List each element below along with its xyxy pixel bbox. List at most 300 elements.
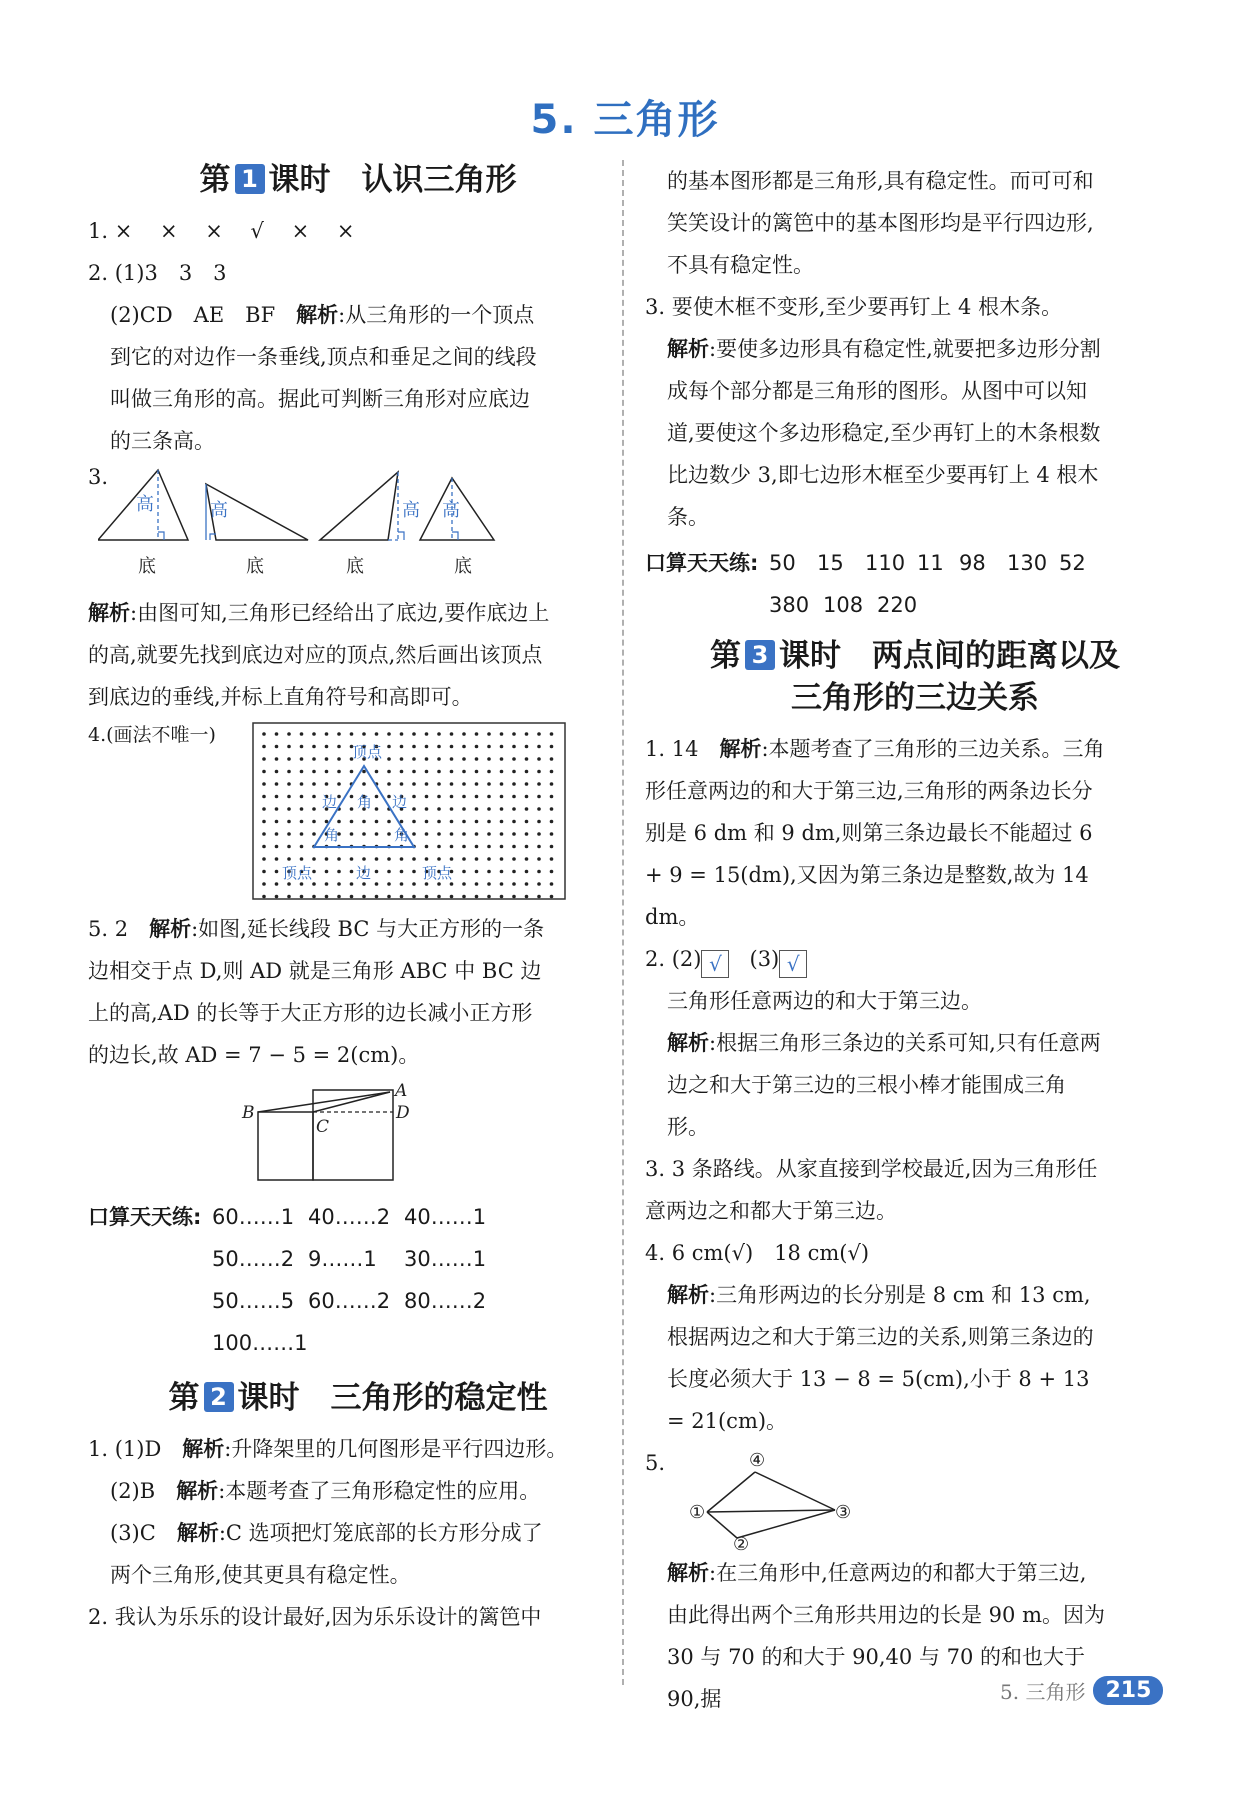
analysis-label: 解析 — [667, 1282, 709, 1307]
l1-q1: 1. × × × √ × × — [88, 218, 355, 243]
lesson-3-title — [645, 636, 1185, 678]
grid-dot — [325, 895, 329, 899]
grid-dot — [387, 795, 391, 799]
triangles-figure — [98, 462, 538, 592]
grid-dot — [475, 870, 479, 874]
grid-dot — [287, 832, 291, 836]
analysis-label: 解析 — [149, 916, 192, 941]
grid-dot — [525, 732, 529, 736]
grid-dot — [337, 757, 341, 761]
grid-dot — [437, 732, 441, 736]
grid-dot — [462, 782, 466, 786]
l2-q1b-text: :本题考查了三角形稳定性的应用。 — [218, 1478, 541, 1503]
grid-dot — [500, 870, 504, 874]
grid-dot — [337, 795, 341, 799]
l3-q2-explanation — [645, 1022, 1107, 1148]
grid-dot — [487, 770, 491, 774]
grid-dot — [325, 757, 329, 761]
node-4-label: ④ — [749, 1449, 766, 1471]
grid-dot — [350, 870, 354, 874]
grid-dot — [500, 807, 504, 811]
grid-dot — [337, 732, 341, 736]
grid-dot — [362, 895, 366, 899]
dot-grid-figure — [252, 722, 566, 902]
lesson-3-number: 3 — [745, 640, 775, 670]
grid-dot — [475, 820, 479, 824]
grid-dot — [425, 857, 429, 861]
grid-dot — [300, 795, 304, 799]
grid-dot — [462, 795, 466, 799]
base-label: 底 — [454, 555, 472, 577]
quadrilateral-figure — [675, 1442, 875, 1552]
grid-dot — [487, 807, 491, 811]
grid-dot — [550, 832, 554, 836]
point-a-label: A — [395, 1081, 408, 1101]
grid-dot — [275, 795, 279, 799]
grid-dot — [537, 795, 541, 799]
triangle-3 — [320, 472, 398, 540]
grid-dot — [475, 882, 479, 886]
grid-dot — [262, 795, 266, 799]
grid-dot — [425, 732, 429, 736]
grid-dot — [287, 757, 291, 761]
grid-dot — [387, 757, 391, 761]
l1-q5 — [88, 908, 550, 1076]
l2-q1c-answer: (3)C — [110, 1520, 177, 1545]
grid-dot — [425, 832, 429, 836]
grid-dot — [450, 795, 454, 799]
grid-dot — [262, 732, 266, 736]
grid-dot — [287, 857, 291, 861]
grid-dot — [525, 895, 529, 899]
grid-dot — [525, 845, 529, 849]
grid-dot — [312, 807, 316, 811]
l1-q3-text: :由图可知,三角形已经给出了底边,要作底边上的高,就要先找到底边对应的顶点,然后画出该顶点到底边的垂线,并标上直角符号和高即可。 — [88, 600, 550, 709]
grid-dot — [525, 857, 529, 861]
grid-dot — [450, 770, 454, 774]
grid-dot — [362, 770, 366, 774]
grid-dot — [537, 832, 541, 836]
grid-dot — [550, 807, 554, 811]
grid-dot — [362, 782, 366, 786]
grid-dot — [512, 745, 516, 749]
l1-drill-row-1 — [88, 1196, 628, 1238]
grid-dot — [287, 845, 291, 849]
grid-dot — [512, 820, 516, 824]
l3-q2-line: 三角形任意两边的和大于第三边。 — [667, 988, 982, 1013]
grid-dot — [287, 882, 291, 886]
l1-q5-text: :如图,延长线段 BC 与大正方形的一条边相交于点 D,则 AD 就是三角形 ABC 中 BC 边上的高,AD 的长等于大正方形的边长减小正方形的边长,故 AD = 7 − 5 = 2(cm)。 — [88, 916, 545, 1067]
grid-dot — [312, 795, 316, 799]
grid-dot — [325, 782, 329, 786]
l2-q2-start: 2. 我认为乐乐的设计最好,因为乐乐设计的篱笆中 — [88, 1604, 542, 1629]
grid-dot — [425, 757, 429, 761]
grid-dot — [337, 895, 341, 899]
grid-dot — [450, 732, 454, 736]
grid-dot — [412, 757, 416, 761]
grid-dot — [550, 757, 554, 761]
lesson-3-title-line2: 三角形的三边关系 — [791, 679, 1039, 716]
edge-label: 边 — [322, 792, 338, 811]
drill-item: 130 — [1007, 551, 1048, 575]
grid-dot — [262, 895, 266, 899]
grid-dot — [312, 895, 316, 899]
grid-dot — [487, 820, 491, 824]
grid-dot — [375, 770, 379, 774]
l1-q3-explanation — [88, 592, 550, 718]
grid-dot — [262, 807, 266, 811]
grid-dot — [512, 770, 516, 774]
grid-dot — [412, 882, 416, 886]
grid-dot — [500, 820, 504, 824]
grid-dot — [537, 782, 541, 786]
grid-dot — [350, 795, 354, 799]
grid-dot — [425, 770, 429, 774]
l2-q3-explanation — [645, 328, 1107, 538]
grid-dot — [262, 782, 266, 786]
grid-dot — [537, 770, 541, 774]
analysis-label: 解析 — [296, 302, 339, 327]
grid-dot — [375, 820, 379, 824]
grid-dot — [400, 770, 404, 774]
l3-q4-explanation — [645, 1274, 1107, 1442]
grid-dot — [312, 757, 316, 761]
grid-dot — [262, 845, 266, 849]
analysis-label: 解析 — [667, 1560, 709, 1585]
grid-dot — [537, 757, 541, 761]
grid-dot — [487, 882, 491, 886]
grid-dot — [375, 732, 379, 736]
grid-dot — [362, 832, 366, 836]
grid-dot — [300, 782, 304, 786]
grid-dot — [500, 782, 504, 786]
lesson-2-pre: 第 — [168, 1379, 200, 1416]
drill-item: 15 — [817, 551, 844, 575]
l1-q2b-text: :从三角形的一个顶点到它的对边作一条垂线,顶点和垂足之间的线段叫做三角形的高。据此可判断三角形对应底边的三条高。 — [110, 302, 537, 453]
grid-dot — [450, 807, 454, 811]
grid-dot — [462, 882, 466, 886]
grid-dot — [450, 882, 454, 886]
footer-section: 5. 三角形 — [1000, 1680, 1086, 1704]
l2-q1a-text: :升降架里的几何图形是平行四边形。 — [224, 1436, 568, 1461]
l3-q2-text: :根据三角形三条边的关系可知,只有任意两边之和大于第三边的三根小棒才能围成三角形。 — [667, 1030, 1101, 1139]
grid-dot — [537, 857, 541, 861]
grid-dot — [400, 820, 404, 824]
l1-drill — [88, 1196, 628, 1364]
grid-dot — [400, 745, 404, 749]
l2-q3: 3. 要使木框不变形,至少要再钉上 4 根木条。 — [645, 295, 1063, 319]
l2-q1c — [88, 1512, 550, 1596]
drill-item: 98 — [959, 551, 986, 575]
grid-dot — [425, 845, 429, 849]
grid-dot — [325, 770, 329, 774]
grid-dot — [525, 782, 529, 786]
grid-dot — [500, 832, 504, 836]
grid-dot — [275, 820, 279, 824]
angle-label: 角 — [357, 792, 373, 811]
grid-dot — [300, 770, 304, 774]
drill-item: 108 — [823, 593, 864, 617]
grid-dot — [387, 820, 391, 824]
l3-q2 — [645, 938, 1185, 980]
grid-dot — [375, 882, 379, 886]
analysis-label: 解析 — [176, 1478, 219, 1503]
grid-dot — [462, 870, 466, 874]
base-label: 底 — [138, 555, 156, 577]
grid-dot — [462, 807, 466, 811]
grid-dot — [275, 845, 279, 849]
drill-item: 50……5 — [212, 1288, 295, 1313]
grid-dot — [362, 857, 366, 861]
l2-drill — [645, 542, 1185, 626]
grid-dot — [537, 807, 541, 811]
grid-dot — [362, 882, 366, 886]
grid-dot — [462, 757, 466, 761]
grid-dot — [437, 745, 441, 749]
grid-dot — [337, 820, 341, 824]
grid-dot — [500, 857, 504, 861]
grid-dot — [337, 882, 341, 886]
grid-dot — [375, 832, 379, 836]
l1-q5-answer: 5. 2 — [88, 916, 150, 941]
grid-dot — [325, 857, 329, 861]
grid-dot — [475, 845, 479, 849]
grid-dot — [375, 857, 379, 861]
grid-dot — [475, 832, 479, 836]
base-label: 底 — [246, 555, 264, 577]
lesson-1-title — [88, 160, 628, 202]
grid-dot — [475, 757, 479, 761]
drill-item: 60……2 — [308, 1288, 391, 1313]
grid-dot — [475, 732, 479, 736]
grid-dot — [500, 882, 504, 886]
l3-q3: 3. 3 条路线。从家直接到学校最近,因为三角形任意两边之和都大于第三边。 — [645, 1156, 1098, 1223]
grid-dot — [275, 745, 279, 749]
grid-dot — [437, 807, 441, 811]
drill-item: 380 — [769, 593, 810, 617]
grid-dot — [275, 870, 279, 874]
grid-dot — [512, 832, 516, 836]
grid-dot — [287, 807, 291, 811]
grid-dot — [350, 770, 354, 774]
grid-dot — [387, 882, 391, 886]
grid-dot — [412, 795, 416, 799]
grid-dot — [262, 882, 266, 886]
l3-q4: 4. 6 cm(√) 18 cm(√) — [645, 1240, 870, 1265]
page-footer — [1000, 1676, 1163, 1705]
angle-label: 角 — [324, 825, 340, 844]
grid-dot — [525, 795, 529, 799]
grid-dot — [462, 820, 466, 824]
grid-dot — [312, 870, 316, 874]
grid-dot — [312, 782, 316, 786]
grid-dot — [375, 795, 379, 799]
grid-dot — [262, 770, 266, 774]
grid-dot — [312, 732, 316, 736]
l1-drill-row-2 — [88, 1238, 628, 1280]
grid-dot — [487, 732, 491, 736]
l2-q1c-text: :C 选项把灯笼底部的长方形分成了两个三角形,使其更具有稳定性。 — [110, 1520, 543, 1587]
drill-item: 30……1 — [404, 1246, 487, 1271]
grid-dot — [400, 732, 404, 736]
grid-dot — [425, 820, 429, 824]
node-3-label: ③ — [835, 1501, 852, 1523]
drill-item: 40……2 — [308, 1204, 391, 1229]
checkbox-checked: √ — [779, 950, 807, 978]
grid-dot — [337, 782, 341, 786]
grid-dot — [450, 857, 454, 861]
edge-label: 边 — [392, 792, 408, 811]
height-label: 高 — [442, 499, 460, 521]
height-label: 高 — [136, 493, 154, 515]
grid-dot — [487, 832, 491, 836]
grid-dot — [412, 732, 416, 736]
grid-dot — [350, 820, 354, 824]
l1-q2b-answer: (2)CD AE BF — [110, 302, 297, 327]
analysis-label: 解析 — [667, 1030, 709, 1055]
grid-dot — [350, 807, 354, 811]
grid-dot — [475, 770, 479, 774]
drill-item: 80……2 — [404, 1288, 487, 1313]
grid-dot — [512, 857, 516, 861]
lesson-1-number: 1 — [235, 164, 265, 194]
grid-dot — [262, 857, 266, 861]
grid-dot — [300, 732, 304, 736]
grid-dot — [287, 820, 291, 824]
l2-q1a-answer: 1. (1)D — [88, 1436, 183, 1461]
grid-dot — [325, 820, 329, 824]
l1-drill-row-3 — [88, 1280, 628, 1322]
grid-dot — [462, 832, 466, 836]
grid-dot — [350, 832, 354, 836]
page-number: 215 — [1093, 1676, 1163, 1705]
l3-q5 — [645, 1442, 1185, 1552]
angle-label: 角 — [394, 825, 410, 844]
page-title: 5. 三角形 — [530, 97, 720, 143]
grid-dot — [462, 745, 466, 749]
l2-q2-cont: 的基本图形都是三角形,具有稳定性。而可可和笑笑设计的篱笆中的基本图形均是平行四边形,不具有稳定性。 — [667, 169, 1094, 277]
grid-dot — [550, 895, 554, 899]
grid-dot — [437, 832, 441, 836]
grid-dot — [387, 732, 391, 736]
lesson-2-number: 2 — [204, 1382, 234, 1412]
grid-dot — [512, 870, 516, 874]
grid-dot — [350, 732, 354, 736]
drill-item: 50 — [769, 551, 796, 575]
grid-dot — [400, 895, 404, 899]
edge-label: 边 — [356, 863, 372, 882]
lesson-2-name: 课时 三角形的稳定性 — [237, 1379, 548, 1416]
grid-dot — [500, 745, 504, 749]
l1-q3-label: 3. — [88, 464, 109, 489]
grid-dot — [275, 857, 279, 861]
grid-dot — [512, 757, 516, 761]
squares-figure — [238, 1082, 438, 1194]
grid-dot — [450, 832, 454, 836]
grid-dot — [462, 895, 466, 899]
grid-dot — [412, 745, 416, 749]
grid-dot — [525, 820, 529, 824]
grid-dot — [500, 757, 504, 761]
grid-dot — [412, 820, 416, 824]
l2-q1b — [88, 1470, 628, 1512]
drill-label: 口算天天练: — [645, 551, 759, 575]
l3-q4-text: :三角形两边的长分别是 8 cm 和 13 cm,根据两边之和大于第三边的关系,则第三条边的长度必须大于 13 − 8 = 5(cm),小于 8 + 13 = 21(cm)。 — [667, 1282, 1094, 1433]
grid-dot — [312, 832, 316, 836]
grid-dot — [450, 845, 454, 849]
grid-dot — [450, 895, 454, 899]
drill-item: 11 — [917, 551, 944, 575]
grid-dot — [287, 895, 291, 899]
grid-dot — [550, 795, 554, 799]
grid-dot — [487, 745, 491, 749]
grid-dot — [437, 820, 441, 824]
grid-dot — [275, 732, 279, 736]
grid-dot — [275, 782, 279, 786]
drill-label: 口算天天练: — [88, 1204, 202, 1229]
lesson-3-name-1: 课时 两点间的距离以及 — [779, 638, 1120, 674]
l3-q1-answer: 1. 14 — [645, 736, 720, 761]
grid-dot — [487, 870, 491, 874]
grid-dot — [412, 807, 416, 811]
grid-dot — [425, 807, 429, 811]
grid-dot — [437, 895, 441, 899]
grid-dot — [537, 732, 541, 736]
l2-q3-text: :要使多边形具有稳定性,就要把多边形分割成每个部分都是三角形的图形。从图中可以知道,要使这个多边形稳定,至少再钉上的木条根数比边数少 3,即七边形木框至少要再钉上 4 根木条。 — [667, 337, 1101, 529]
l3-q2-part2-label: 2. (2) — [645, 946, 702, 971]
grid-dot — [262, 745, 266, 749]
checkbox-checked: √ — [701, 950, 729, 978]
grid-dot — [487, 895, 491, 899]
grid-dot — [525, 770, 529, 774]
l3-q5-label: 5. — [645, 1450, 666, 1475]
grid-dot — [550, 857, 554, 861]
grid-dot — [450, 757, 454, 761]
grid-dot — [437, 857, 441, 861]
grid-dot — [512, 732, 516, 736]
grid-dot — [400, 857, 404, 861]
drill-item: 60……1 — [212, 1204, 295, 1229]
grid-dot — [437, 782, 441, 786]
l2-q1b-answer: (2)B — [110, 1478, 177, 1503]
drill-item: 220 — [877, 593, 918, 617]
grid-dot — [412, 770, 416, 774]
l3-q2-part3-label: (3) — [749, 946, 780, 971]
grid-dot — [375, 807, 379, 811]
lesson-1-name: 课时 认识三角形 — [268, 162, 517, 198]
grid-dot — [512, 795, 516, 799]
grid-dot — [412, 870, 416, 874]
l1-drill-row-4 — [88, 1322, 628, 1364]
grid-dot — [525, 870, 529, 874]
grid-dot — [537, 882, 541, 886]
right-column — [645, 160, 1185, 1720]
grid-dot — [550, 732, 554, 736]
l1-q4 — [88, 722, 628, 902]
grid-dot — [425, 795, 429, 799]
grid-dot — [500, 845, 504, 849]
grid-dot — [387, 870, 391, 874]
grid-dot — [475, 782, 479, 786]
grid-dot — [337, 870, 341, 874]
grid-dot — [525, 757, 529, 761]
point-b-label: B — [242, 1102, 255, 1123]
drill-item: 9……1 — [308, 1246, 377, 1271]
grid-dot — [475, 795, 479, 799]
grid-dot — [325, 870, 329, 874]
grid-dot — [300, 807, 304, 811]
grid-dot — [487, 795, 491, 799]
